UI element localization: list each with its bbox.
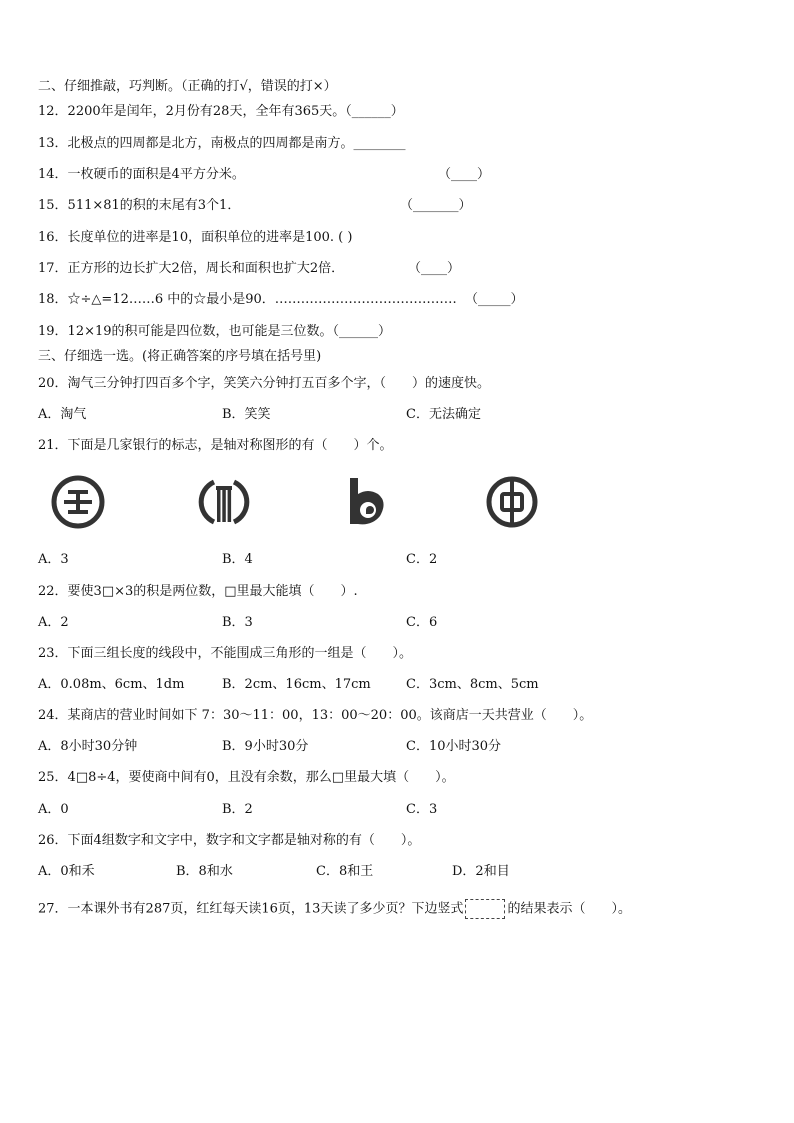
q25-option-a: A．0 [38, 802, 69, 817]
q27-stem-before: 27．一本课外书有287页，红红每天读16页，13天读了多少页？下边竖式 [38, 901, 464, 917]
question-23: 23．下面三组长度的线段中，不能围成三角形的一组是（ ）。 [38, 646, 413, 661]
q22-option-a: A．2 [38, 615, 69, 630]
question-17: 17．正方形的边长扩大2倍，周长和面积也扩大2倍． [38, 261, 345, 276]
bank-of-china-logo [484, 474, 540, 530]
q20-option-c: C．无法确定 [406, 407, 481, 422]
q26-option-c: C．8和王 [316, 864, 374, 879]
question-24: 24．某商店的营业时间如下 7：30～11：00，13：00～20：00。该商店一天共营业（ ）。 [38, 708, 593, 723]
question-15: 15．511×81的积的末尾有3个1． [38, 198, 241, 213]
q24-option-a: A．8小时30分钟 [38, 739, 138, 754]
question-20: 20．淘气三分钟打四百多个字，笑笑六分钟打五百多个字，（ ）的速度快。 [38, 376, 491, 391]
answer-blank-14: （____） [438, 167, 491, 182]
question-22: 22．要使3□×3的积是两位数，□里最大能填（ ）. [38, 584, 358, 599]
answer-blank-15: （_______） [400, 198, 472, 213]
question-12: 12．2200年是闰年，2月份有28天，全年有365天。（______） [38, 104, 404, 119]
q24-option-b: B．9小时30分 [222, 739, 309, 754]
bank-logos [38, 474, 598, 530]
question-16: 16．长度单位的进率是10，面积单位的进率是100. ( ) [38, 230, 353, 245]
icbc-logo [50, 474, 106, 530]
q21-option-b: B．4 [222, 552, 253, 567]
answer-blank-17: （____） [408, 261, 461, 276]
question-13: 13．北极点的四周都是北方，南极点的四周都是南方。________ [38, 136, 406, 151]
q25-option-b: B．2 [222, 802, 253, 817]
question-18: 18．☆÷△=12……6 中的☆最小是90．…………………………………… [38, 292, 457, 307]
question-14: 14．一枚硬币的面积是4平方分米。 [38, 167, 245, 182]
q27-stem-after: 的结果表示（ ）。 [507, 901, 631, 917]
q26-option-b: B．8和水 [176, 864, 233, 879]
section-3-heading: 三、仔细选一选。(将正确答案的序号填在括号里) [38, 349, 322, 364]
q23-option-a: A．0.08m、6cm、1dm [38, 677, 185, 692]
question-21: 21．下面是几家银行的标志，是轴对称图形的有（ ）个。 [38, 438, 393, 453]
q21-option-c: C．2 [406, 552, 438, 567]
question-27 [38, 899, 631, 919]
q22-option-c: C．6 [406, 615, 438, 630]
citic-logo [196, 474, 252, 530]
question-25: 25．4□8÷4，要使商中间有0，且没有余数，那么□里最大填（ ）。 [38, 770, 455, 785]
q25-option-c: C．3 [406, 802, 438, 817]
question-19: 19．12×19的积可能是四位数，也可能是三位数。（______） [38, 324, 392, 339]
question-26: 26．下面4组数字和文字中，数字和文字都是轴对称的有（ ）。 [38, 833, 421, 848]
q20-option-b: B．笑笑 [222, 407, 271, 422]
q26-option-a: A．0和禾 [38, 864, 95, 879]
bank-of-communications-logo [340, 474, 396, 530]
section-2-heading: 二、仔细推敲，巧判断。（正确的打√，错误的打×） [38, 79, 337, 94]
answer-blank-18: （_____） [465, 292, 524, 307]
q23-option-b: B．2cm、16cm、17cm [222, 677, 371, 692]
q26-option-d: D．2和目 [452, 864, 510, 879]
q23-option-c: C．3cm、8cm、5cm [406, 677, 539, 692]
q22-option-b: B．3 [222, 615, 253, 630]
q27-dashed-box [465, 899, 505, 919]
q24-option-c: C．10小时30分 [406, 739, 502, 754]
q21-option-a: A．3 [38, 552, 69, 567]
q20-option-a: A．淘气 [38, 407, 87, 422]
